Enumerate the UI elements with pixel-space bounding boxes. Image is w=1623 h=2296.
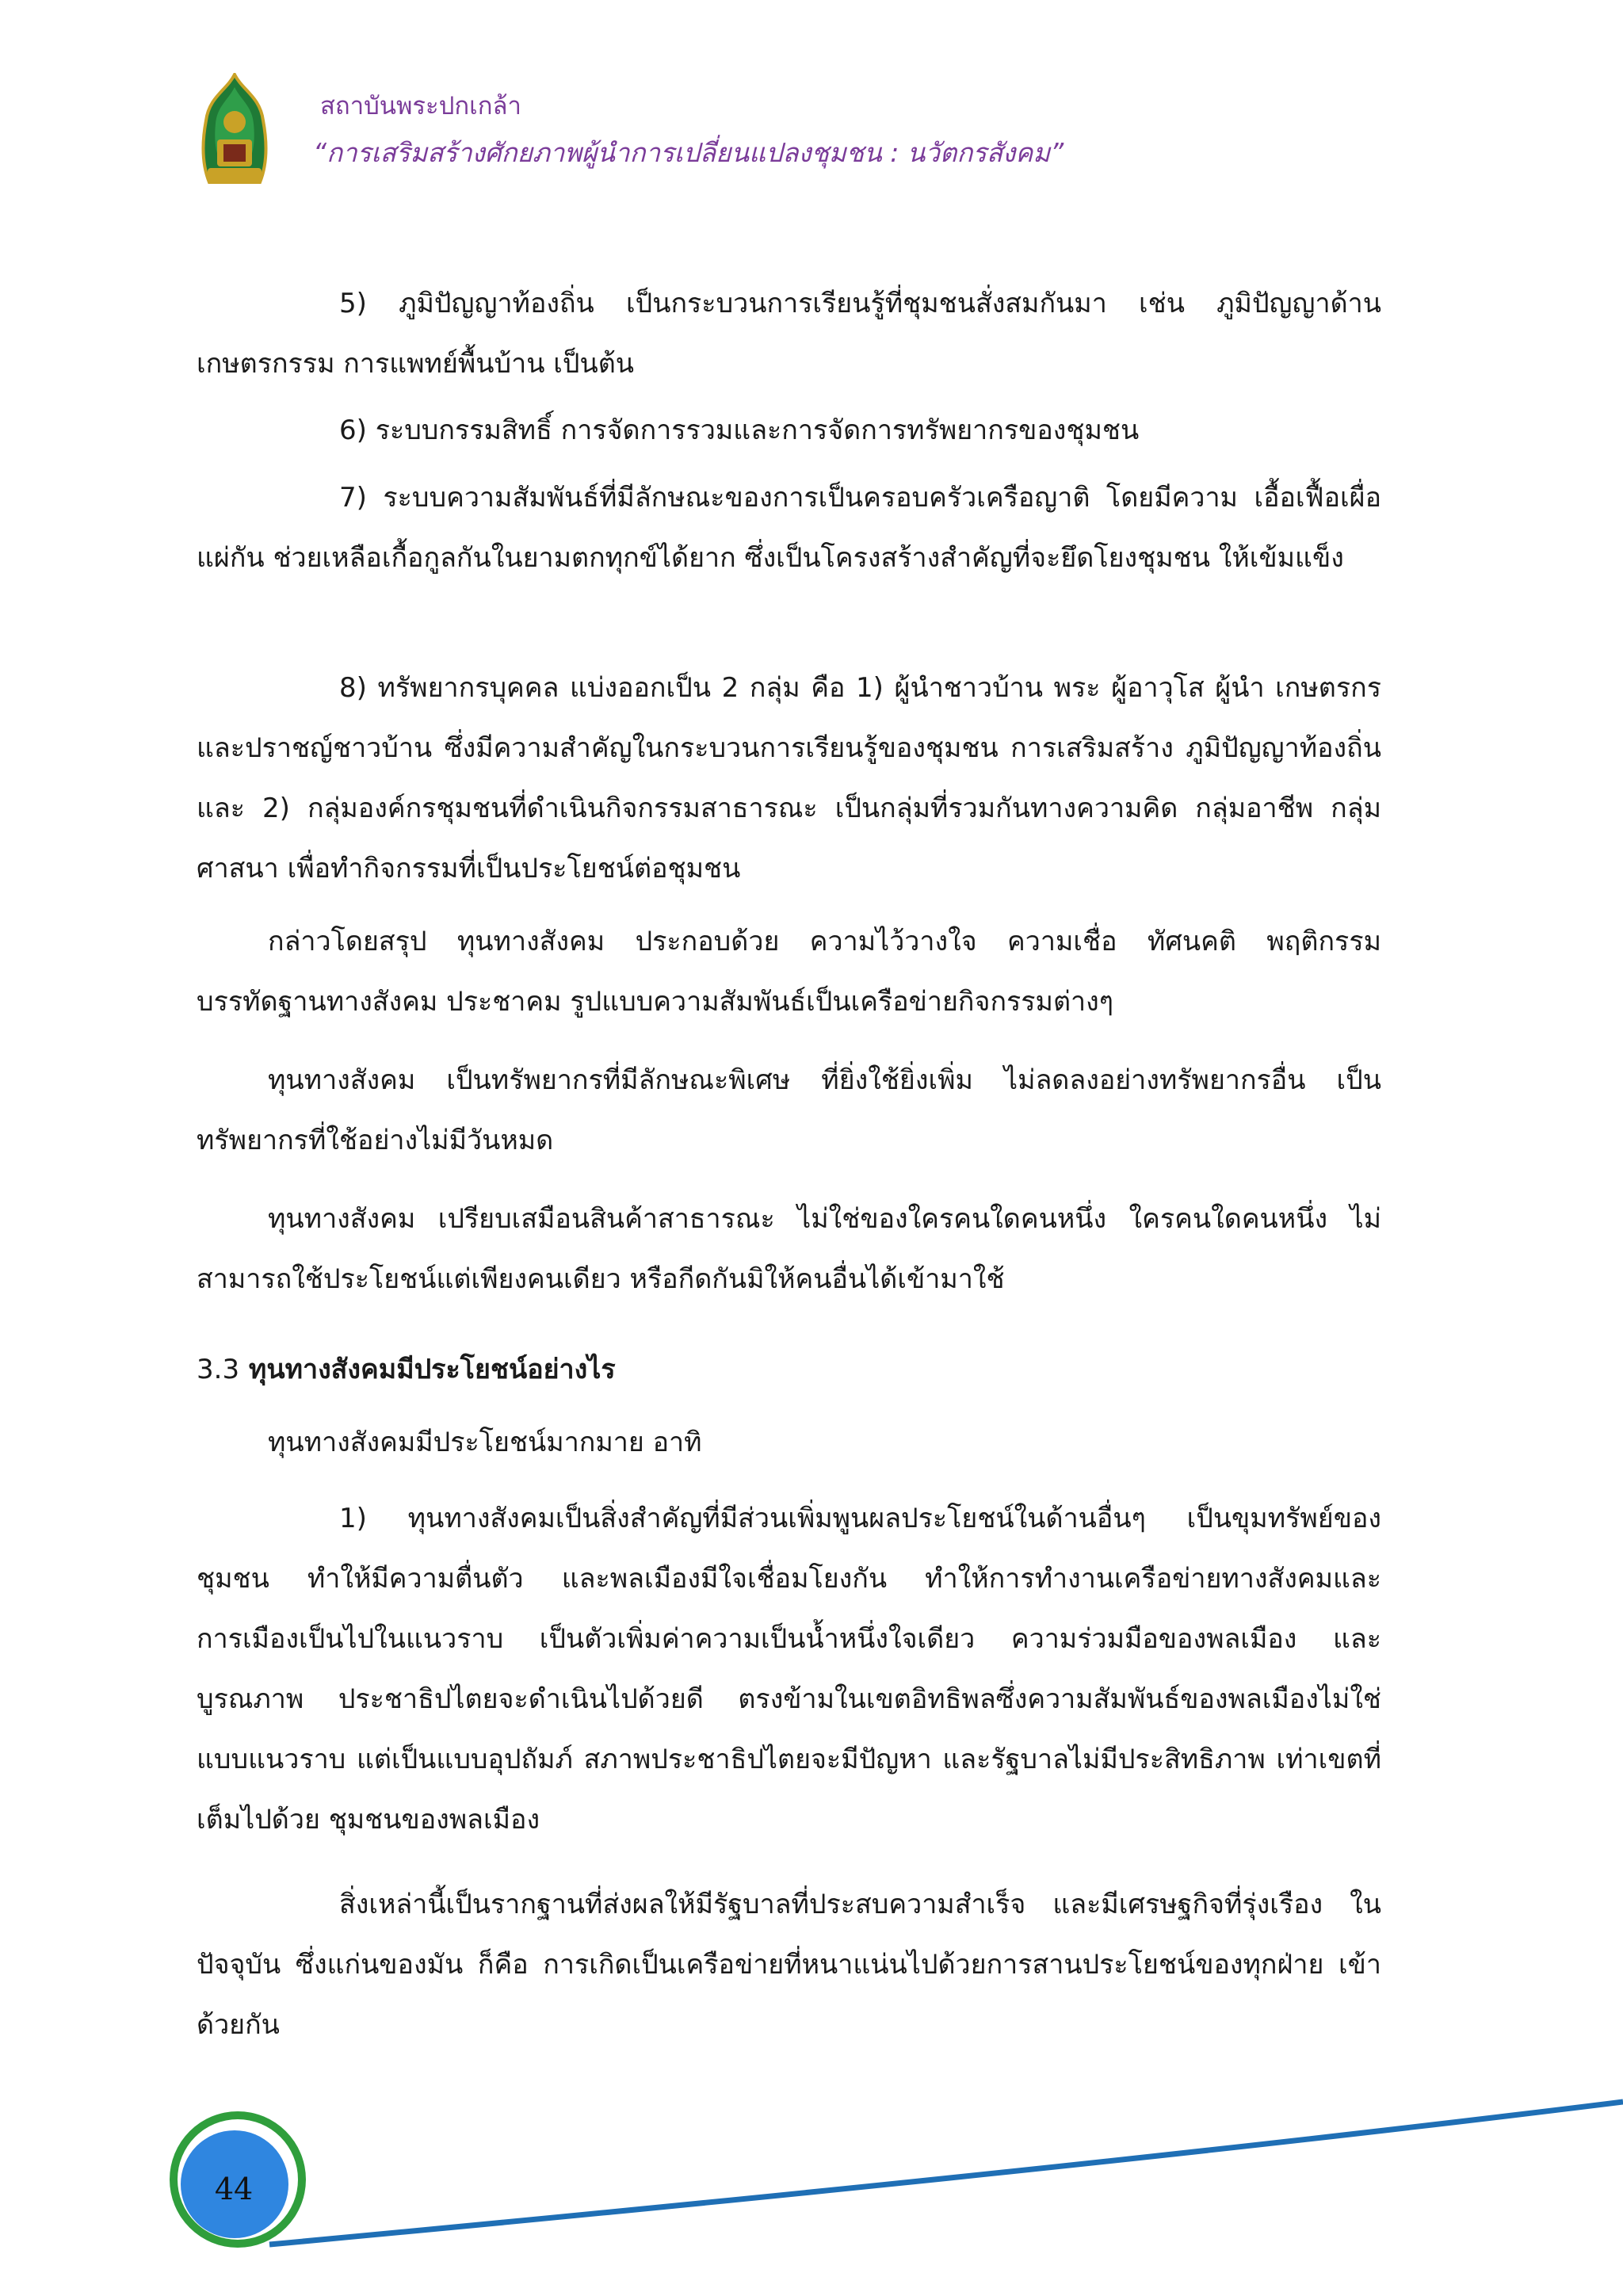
section-number: 3.3 xyxy=(197,1354,240,1385)
paragraph-public-good: ทุนทางสังคม เปรียบเสมือนสินค้าสาธารณะ ไม่ใช่ของใครคนใดคนหนึ่ง ใครคนใดคนหนึ่ง ไม่สามารถใช้ประโยชน์แต่เพียงคนเดียว หรือกีดกันมิให้คนอื่นได้เข้ามาใช้ xyxy=(197,1203,1381,1295)
paragraph-wisdom: 5) ภูมิปัญญาท้องถิ่น เป็นกระบวนการเรียนรู้ที่ชุมชนสั่งสมกันมา เช่น ภูมิปัญญาด้าน เกษตรกรรม การแพทย์พื้นบ้าน เป็นต้น xyxy=(197,288,1381,380)
paragraph-summary: กล่าวโดยสรุป ทุนทางสังคม ประกอบด้วย ความไว้วางใจ ความเชื่อ ทัศนคติ พฤติกรรม บรรทัดฐานทางสังคม ประชาคม รูปแบบความสัมพันธ์เป็นเครือข่ายกิจกรรมต่างๆ xyxy=(197,926,1381,1018)
paragraph-relationships: 7) ระบบความสัมพันธ์ที่มีลักษณะของการเป็นครอบครัวเครือญาติ โดยมีความ เอื้อเฟื้อเผื่อแผ่กัน ช่วยเหลือเกื้อกูลกันในยามตกทุกข์ได้ยาก ซึ่งเป็นโครงสร้างสำคัญที่จะยึดโยงชุมชน ให้เข้มแข็ง xyxy=(197,482,1381,574)
paragraph-human-resources: 8) ทรัพยากรบุคคล แบ่งออกเป็น 2 กลุ่ม คือ 1) ผู้นำชาวบ้าน พระ ผู้อาวุโส ผู้นำ เกษตรกร และปราชญ์ชาวบ้าน ซึ่งมีความสำคัญในกระบวนการเรียนรู้ของชุมชน การเสริมสร้าง ภูมิปัญญาท้องถิ่น และ 2) กลุ่มองค์กรชุมชนที่ดำเนินกิจกรรมสาธารณะ เป็นกลุ่มที่รวมกันทางความคิด กลุ่มอาชีพ กลุ่มศาสนา เพื่อทำกิจกรรมที่เป็นประโยชน์ต่อชุมชน xyxy=(197,672,1381,884)
header-institute: สถาบันพระปกเกล้า xyxy=(320,92,521,120)
paragraph-benefits-intro: ทุนทางสังคมมีประโยชน์มากมาย อาทิ xyxy=(268,1427,702,1458)
paragraph-special-resource: ทุนทางสังคม เป็นทรัพยากรที่มีลักษณะพิเศษ ที่ยิ่งใช้ยิ่งเพิ่ม ไม่ลดลงอย่างทรัพยากรอื่น เป็นทรัพยากรที่ใช้อย่างไม่มีวันหมด xyxy=(197,1064,1381,1156)
paragraph-benefit-1: 1) ทุนทางสังคมเป็นสิ่งสำคัญที่มีส่วนเพิ่มพูนผลประโยชน์ในด้านอื่นๆ เป็นขุมทรัพย์ของ ชุมชน ทำให้มีความตื่นตัว และพลเมืองมีใจเชื่อมโยงกัน ทำให้การทำงานเครือข่ายทางสังคมและ การเมืองเป็นไปในแนวราบ เป็นตัวเพิ่มค่าความเป็นน้ำหนึ่งใจเดียว ความร่วมมือของพลเมือง และ บูรณภาพ ประชาธิปไตยจะดำเนินไปด้วยดี ตรงข้ามในเขตอิทธิพลซึ่งความสัมพันธ์ของพลเมืองไม่ใช่ แบบแนวราบ แต่เป็นแบบอุปถัมภ์ สภาพประชาธิปไตยจะมีปัญหา และรัฐบาลไม่มีประสิทธิภาพ เท่าเขตที่เต็มไปด้วย ชุมชนของพลเมือง xyxy=(197,1503,1381,1836)
section-title: ทุนทางสังคมมีประโยชน์อย่างไร xyxy=(248,1354,616,1385)
institute-emblem-icon xyxy=(197,73,273,192)
paragraph-ownership: 6) ระบบกรรมสิทธิ์ การจัดการรวมและการจัดการทรัพยากรของชุมชน xyxy=(339,415,1140,446)
page-number: 44 xyxy=(214,2172,254,2206)
footer-line xyxy=(269,2102,1623,2244)
paragraph-foundation: สิ่งเหล่านี้เป็นรากฐานที่ส่งผลให้มีรัฐบาลที่ประสบความสำเร็จ และมีเศรษฐกิจที่รุ่งเรือง ในปัจจุบัน ซึ่งแก่นของมัน ก็คือ การเกิดเป็นเครือข่ายที่หนาแน่นไปด้วยการสานประโยชน์ของทุกฝ่าย เข้าด้วยกัน xyxy=(197,1889,1381,2041)
header-program-title: “การเสริมสร้างศักยภาพผู้นำการเปลี่ยนแปลงชุมชน : นวัตกรสังคม” xyxy=(313,137,1064,168)
section-heading xyxy=(197,1339,1381,1400)
